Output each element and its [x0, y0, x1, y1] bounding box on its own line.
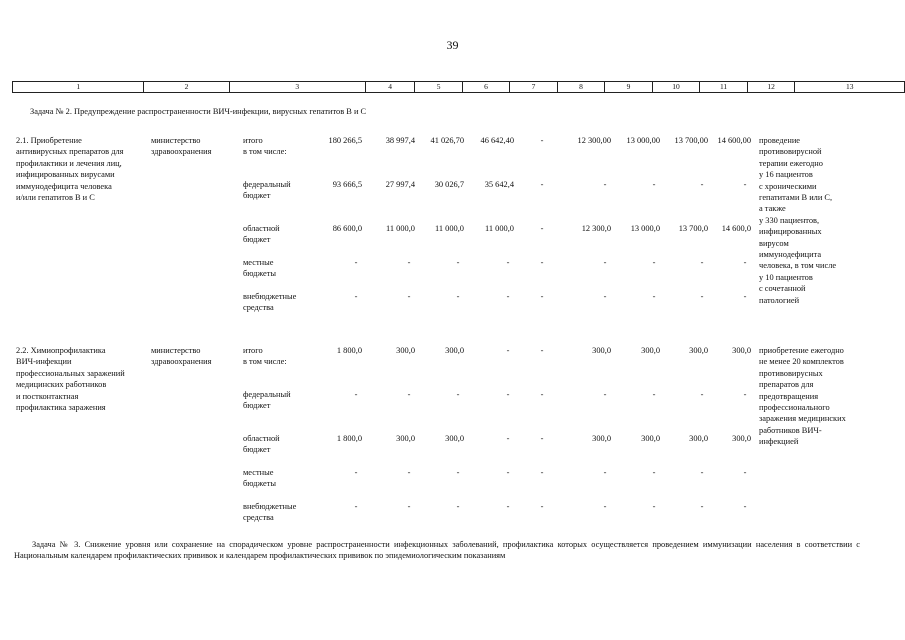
funding-value-cell: -	[540, 346, 544, 355]
funding-value-cell: 300,0	[396, 434, 415, 443]
expected-result-line: препаратов для	[759, 380, 814, 390]
funding-value-cell: -	[506, 346, 510, 355]
funding-value-cell: -	[540, 258, 544, 267]
funding-source-label: средства	[243, 303, 274, 313]
funding-value-cell: -	[540, 502, 544, 511]
funding-value-cell: 300,0	[396, 346, 415, 355]
funding-source-label: в том числе:	[243, 357, 287, 367]
funding-value-cell: 300,0	[445, 434, 464, 443]
column-number-12: 12	[747, 82, 795, 93]
expected-result-line: работников ВИЧ-	[759, 425, 822, 435]
column-number-13: 13	[795, 82, 905, 93]
activity-name-line: антивирусных препаратов для	[16, 147, 124, 157]
activity-name-line: и/или гепатитов В и С	[16, 193, 95, 202]
column-number-1: 1	[13, 82, 144, 93]
activity-name-line: профилактика заражения	[16, 403, 106, 412]
activity-name-line: и постконтактная	[16, 391, 79, 401]
funding-value-cell: -	[603, 258, 607, 267]
funding-value-cell: 30 026,7	[434, 180, 464, 189]
funding-source-label: бюджет	[243, 235, 271, 245]
funding-value-cell: 1 800,0	[336, 346, 362, 355]
funding-source-label: бюджет	[243, 191, 271, 201]
funding-source-label: итого	[243, 136, 263, 145]
expected-result-line: предотвращения	[759, 391, 819, 401]
funding-value-cell: -	[354, 390, 358, 399]
task-3-text: Задача № 3. Снижение уровня или сохранение на спорадическом уровне распространенности инфекционных заболеваний, профилактика которых осуществляется проведением иммунизации населения в соответствии с Национальным календарем профилактических прививок и календарем профилактических прививок по эпидемиологическим показаниям	[14, 540, 860, 561]
funding-source-label: федеральный	[243, 180, 291, 189]
funding-source-label: в том числе:	[243, 147, 287, 157]
funding-value-cell: -	[456, 258, 460, 267]
column-number-7: 7	[510, 82, 557, 93]
funding-value-cell: -	[652, 502, 656, 511]
funding-value-cell: 12 300,0	[581, 224, 611, 233]
funding-value-cell: -	[743, 468, 747, 477]
activity-name-line: иммунодефицита человека	[16, 181, 112, 191]
funding-value-cell: 11 000,0	[385, 224, 415, 233]
funding-value-cell: -	[354, 292, 358, 301]
expected-result-line: заражения медицинских	[759, 414, 846, 424]
executor-line: министерство	[151, 346, 201, 355]
funding-value-cell: -	[652, 292, 656, 301]
funding-value-cell: -	[456, 390, 460, 399]
expected-result-line: у 10 пациентов	[759, 272, 813, 282]
column-number-6: 6	[462, 82, 509, 93]
funding-value-cell: 12 300,00	[577, 136, 611, 145]
expected-result-line: с хроническими	[759, 181, 817, 191]
funding-value-cell: 13 700,00	[674, 136, 708, 145]
funding-value-cell: -	[652, 258, 656, 267]
funding-value-cell: -	[652, 180, 656, 189]
funding-value-cell: -	[407, 292, 411, 301]
executor-line: министерство	[151, 136, 201, 145]
activity-name-line: профилактики и лечения лиц,	[16, 158, 122, 168]
funding-value-cell: -	[540, 224, 544, 233]
funding-source-label: федеральный	[243, 390, 291, 399]
funding-value-cell: 35 642,4	[484, 180, 514, 189]
funding-value-cell: -	[506, 434, 510, 443]
activity-name-line: 2.1. Приобретение	[16, 136, 82, 145]
funding-value-cell: 13 000,00	[626, 136, 660, 145]
expected-result-line: человека, в том числе	[759, 261, 837, 271]
funding-value-cell: -	[407, 468, 411, 477]
funding-value-cell: 46 642,40	[480, 136, 514, 145]
funding-value-cell: -	[700, 180, 704, 189]
column-number-11: 11	[700, 82, 748, 93]
funding-source-label: местные	[243, 258, 274, 267]
funding-value-cell: -	[456, 468, 460, 477]
funding-value-cell: -	[540, 136, 544, 145]
expected-result-line: вирусом	[759, 238, 789, 248]
funding-value-cell: -	[354, 502, 358, 511]
funding-value-cell: 300,0	[689, 346, 708, 355]
funding-source-label: итого	[243, 346, 263, 355]
column-number-header	[12, 81, 905, 93]
funding-value-cell: -	[603, 502, 607, 511]
expected-result-line: проведение	[759, 136, 801, 145]
task-2-title: Задача № 2. Предупреждение распространенности ВИЧ-инфекции, вирусных гепатитов В и С	[30, 107, 367, 116]
activity-name-line: профессиональных заражений	[16, 368, 125, 378]
funding-source-label: бюджет	[243, 445, 271, 455]
column-number-2: 2	[144, 82, 229, 93]
funding-value-cell: -	[700, 292, 704, 301]
expected-result-line: патологией	[759, 295, 800, 305]
activity-name-line: медицинских работников	[16, 380, 107, 390]
page-number: 39	[446, 38, 459, 52]
funding-value-cell: -	[652, 468, 656, 477]
funding-value-cell: 300,0	[445, 346, 464, 355]
funding-value-cell: -	[456, 502, 460, 511]
funding-value-cell: -	[407, 258, 411, 267]
column-number-5: 5	[415, 82, 462, 93]
funding-value-cell: -	[506, 502, 510, 511]
funding-value-cell: -	[506, 258, 510, 267]
expected-result-line: профессионального	[759, 403, 830, 412]
expected-result-line: приобретение ежегодно	[759, 346, 844, 355]
funding-value-cell: 14 600,0	[721, 224, 751, 233]
funding-value-cell: -	[506, 292, 510, 301]
funding-value-cell: 11 000,0	[484, 224, 514, 233]
funding-source-label: внебюджетные	[243, 502, 297, 511]
column-number-10: 10	[652, 82, 700, 93]
activity-name-line: инфицированных вирусами	[16, 170, 115, 180]
expected-result-line: противовирусных	[759, 368, 823, 378]
expected-result-line: не менее 20 комплектов	[759, 357, 844, 367]
funding-value-cell: -	[743, 502, 747, 511]
funding-source-label: областной	[243, 434, 280, 443]
funding-value-cell: -	[700, 468, 704, 477]
funding-value-cell: -	[506, 390, 510, 399]
expected-result-line: у 330 пациентов,	[759, 215, 820, 225]
funding-value-cell: 86 600,0	[332, 224, 362, 233]
executor-line: здравоохранения	[151, 147, 212, 157]
expected-result-line: а также	[759, 204, 786, 214]
funding-source-label: внебюджетные	[243, 292, 297, 301]
funding-source-label: бюджет	[243, 401, 271, 411]
funding-value-cell: 13 000,0	[630, 224, 660, 233]
funding-value-cell: -	[354, 468, 358, 477]
funding-value-cell: -	[354, 258, 358, 267]
expected-result-line: гепатитами В или С,	[759, 193, 833, 202]
expected-result-line: у 16 пациентов	[759, 170, 813, 180]
funding-value-cell: -	[603, 292, 607, 301]
expected-result-line: терапии ежегодно	[759, 158, 823, 168]
funding-value-cell: -	[540, 292, 544, 301]
funding-value-cell: -	[652, 390, 656, 399]
column-number-8: 8	[557, 82, 604, 93]
funding-value-cell: -	[700, 390, 704, 399]
funding-value-cell: -	[743, 292, 747, 301]
funding-value-cell: -	[407, 390, 411, 399]
funding-value-cell: -	[743, 390, 747, 399]
funding-value-cell: -	[700, 502, 704, 511]
funding-value-cell: 300,0	[592, 434, 611, 443]
column-number-4: 4	[365, 82, 414, 93]
funding-value-cell: 41 026,70	[430, 136, 464, 145]
expected-result-line: с сочетанной	[759, 284, 806, 294]
funding-value-cell: 11 000,0	[434, 224, 464, 233]
funding-value-cell: 300,0	[732, 346, 751, 355]
funding-value-cell: -	[540, 434, 544, 443]
funding-value-cell: 27 997,4	[385, 180, 415, 189]
funding-value-cell: 300,0	[592, 346, 611, 355]
funding-value-cell: 38 997,4	[385, 136, 415, 145]
funding-source-label: бюджеты	[243, 479, 277, 489]
funding-source-label: местные	[243, 468, 274, 477]
funding-value-cell: 93 666,5	[332, 180, 362, 189]
funding-source-label: областной	[243, 224, 280, 233]
funding-value-cell: -	[603, 468, 607, 477]
expected-result-line: иммунодефицита	[759, 250, 822, 259]
column-number-9: 9	[605, 82, 652, 93]
funding-value-cell: -	[603, 180, 607, 189]
funding-value-cell: -	[407, 502, 411, 511]
funding-source-label: средства	[243, 513, 274, 523]
funding-value-cell: 180 266,5	[328, 136, 362, 145]
funding-value-cell: -	[456, 292, 460, 301]
funding-value-cell: 300,0	[641, 434, 660, 443]
column-number-3: 3	[229, 82, 365, 93]
funding-value-cell: -	[540, 390, 544, 399]
funding-value-cell: 300,0	[689, 434, 708, 443]
funding-value-cell: -	[506, 468, 510, 477]
activity-name-line: ВИЧ-инфекции	[16, 357, 72, 367]
funding-value-cell: 13 700,0	[678, 224, 708, 233]
activity-name-line: 2.2. Химиопрофилактика	[16, 346, 106, 355]
funding-value-cell: 1 800,0	[336, 434, 362, 443]
executor-line: здравоохранения	[151, 357, 212, 367]
funding-value-cell: 14 600,00	[717, 136, 751, 145]
funding-value-cell: 300,0	[732, 434, 751, 443]
funding-value-cell: -	[540, 468, 544, 477]
funding-value-cell: -	[603, 390, 607, 399]
expected-result-line: инфицированных	[759, 227, 822, 237]
funding-value-cell: 300,0	[641, 346, 660, 355]
funding-value-cell: -	[743, 180, 747, 189]
funding-value-cell: -	[743, 258, 747, 267]
funding-source-label: бюджеты	[243, 269, 277, 279]
expected-result-line: инфекцией	[759, 437, 799, 447]
funding-value-cell: -	[540, 180, 544, 189]
funding-value-cell: -	[700, 258, 704, 267]
expected-result-line: противовирусной	[759, 147, 822, 157]
